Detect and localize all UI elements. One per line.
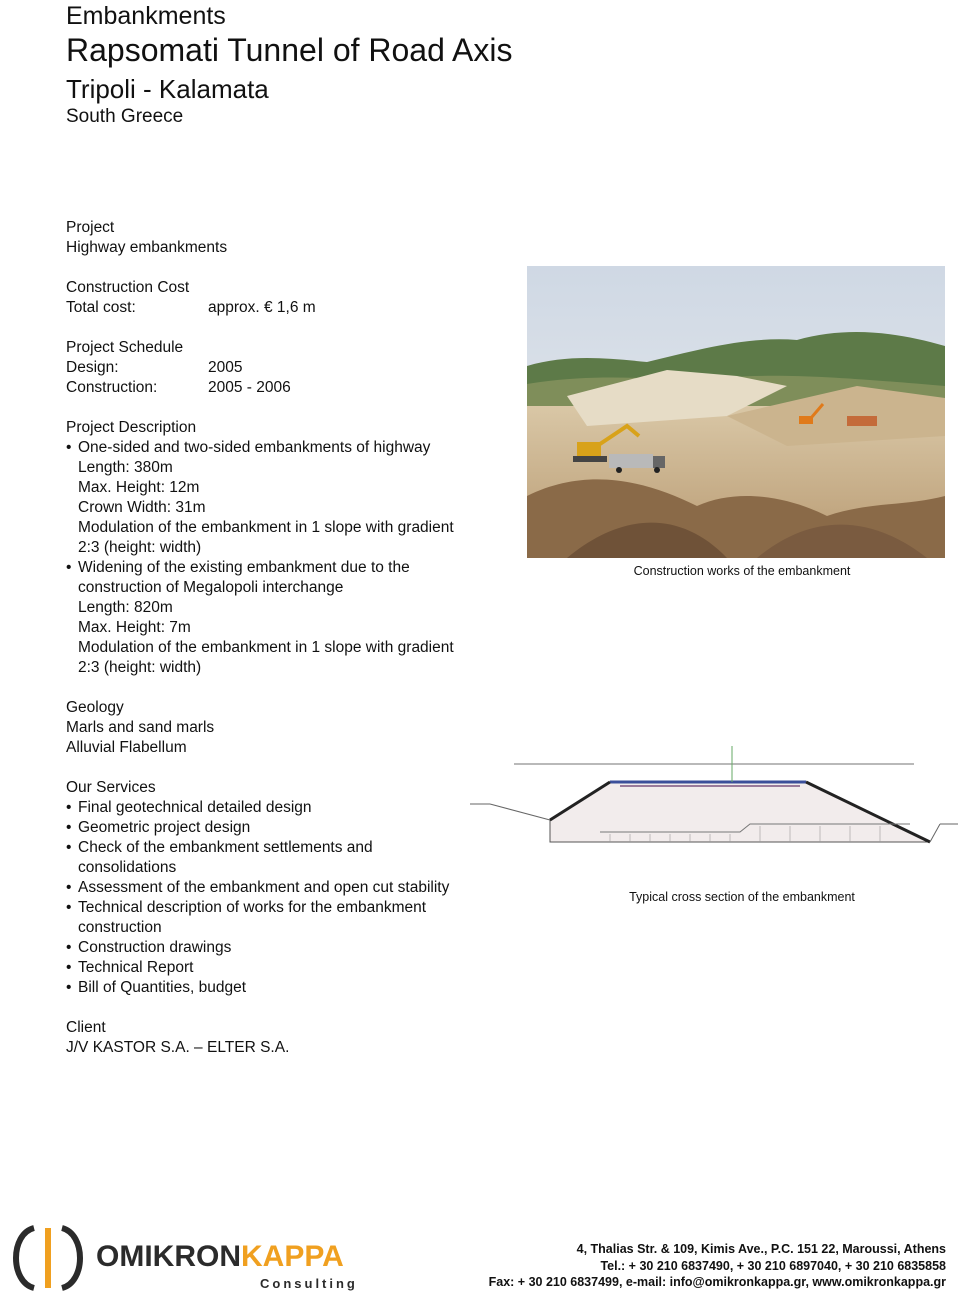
service-continuation: construction [78, 919, 162, 936]
truck-icon [847, 416, 877, 426]
footer-fax: Fax: + 30 210 6837499, e-mail: info@omikronkappa.gr, www.omikronkappa.gr [488, 1275, 946, 1289]
schedule-label: Construction: [66, 379, 158, 396]
description-detail: Modulation of the embankment in 1 slope with gradient [78, 639, 454, 656]
service-text: Technical description of works for the embankment [78, 899, 427, 916]
description-detail: Crown Width: 31m [78, 499, 206, 516]
list-item [66, 818, 486, 838]
region-label: South Greece [66, 106, 184, 127]
category-heading: Embankments [66, 2, 226, 30]
description-detail: construction of Megalopoli interchange [78, 579, 344, 596]
bullet-icon: • [66, 899, 72, 916]
client-title: Client [66, 1019, 106, 1036]
list-item [66, 438, 486, 458]
footer-address: 4, Thalias Str. & 109, Kimis Ave., P.C. 151 22, Maroussi, Athens [576, 1242, 946, 1256]
client-section [66, 1018, 486, 1058]
photo-caption: Construction works of the embankment [633, 564, 851, 578]
cost-row [66, 298, 486, 318]
list-item [66, 898, 486, 918]
schedule-value: 2005 - 2006 [208, 379, 291, 396]
bullet-icon: • [66, 959, 72, 976]
project-details [66, 218, 486, 1078]
list-item [66, 878, 486, 898]
cross-section-drawing [470, 742, 958, 862]
project-title: Project [66, 219, 115, 236]
geology-line: Alluvial Flabellum [66, 739, 187, 756]
geology-section [66, 698, 486, 758]
schedule-row [66, 358, 486, 378]
schedule-section [66, 338, 486, 398]
service-text: Geometric project design [78, 819, 251, 836]
list-item [66, 798, 486, 818]
bullet-icon: • [66, 839, 72, 856]
description-title: Project Description [66, 419, 197, 436]
cost-label: Total cost: [66, 299, 136, 316]
client-value: J/V KASTOR S.A. – ELTER S.A. [66, 1039, 290, 1056]
list-item [66, 978, 486, 998]
service-text: Construction drawings [78, 939, 232, 956]
service-text: Technical Report [78, 959, 194, 976]
bullet-icon: • [66, 559, 72, 576]
services-section [66, 778, 486, 998]
section-caption: Typical cross section of the embankment [629, 890, 855, 904]
description-item-text: Widening of the existing embankment due to the [78, 559, 410, 576]
project-value: Highway embankments [66, 239, 228, 256]
logo-sub-text: Consulting [260, 1276, 358, 1291]
service-text: Final geotechnical detailed design [78, 799, 312, 816]
schedule-row [66, 378, 486, 398]
bullet-icon: • [66, 799, 72, 816]
bullet-icon: • [66, 879, 72, 896]
project-section [66, 218, 486, 258]
description-detail: 2:3 (height: width) [78, 659, 202, 676]
service-text: Check of the embankment settlements and [78, 839, 373, 856]
description-section [66, 418, 486, 678]
service-text: Assessment of the embankment and open cut stability [78, 879, 450, 896]
description-detail: 2:3 (height: width) [78, 539, 202, 556]
page-subtitle: Tripoli - Kalamata [66, 74, 269, 104]
construction-photo [527, 266, 945, 558]
description-detail: Modulation of the embankment in 1 slope with gradient [78, 519, 454, 536]
service-text: Bill of Quantities, budget [78, 979, 247, 996]
description-detail: Max. Height: 7m [78, 619, 191, 636]
cost-title: Construction Cost [66, 279, 190, 296]
geology-line: Marls and sand marls [66, 719, 215, 736]
omikronkappa-logo [4, 1222, 364, 1294]
description-detail: Length: 380m [78, 459, 173, 476]
page-title: Rapsomati Tunnel of Road Axis [66, 32, 513, 68]
cost-section [66, 278, 486, 318]
logo-main-text: OMIKRON [96, 1240, 241, 1273]
bullet-icon: • [66, 439, 72, 456]
list-item [66, 838, 486, 858]
bullet-icon: • [66, 979, 72, 996]
geology-title: Geology [66, 699, 124, 716]
logo-accent-text: KAPPA [241, 1240, 344, 1273]
description-item-text: One-sided and two-sided embankments of highway [78, 439, 431, 456]
service-continuation: consolidations [78, 859, 177, 876]
schedule-label: Design: [66, 359, 119, 376]
description-detail: Max. Height: 12m [78, 479, 200, 496]
list-item [66, 938, 486, 958]
list-item [66, 558, 486, 578]
schedule-title: Project Schedule [66, 339, 184, 356]
footer-tel: Tel.: + 30 210 6837490, + 30 210 6897040, + 30 210 6835858 [600, 1259, 946, 1273]
description-detail: Length: 820m [78, 599, 173, 616]
schedule-value: 2005 [208, 359, 243, 376]
bullet-icon: • [66, 939, 72, 956]
services-title: Our Services [66, 779, 156, 796]
bullet-icon: • [66, 819, 72, 836]
list-item [66, 958, 486, 978]
cost-value: approx. € 1,6 m [208, 299, 316, 316]
